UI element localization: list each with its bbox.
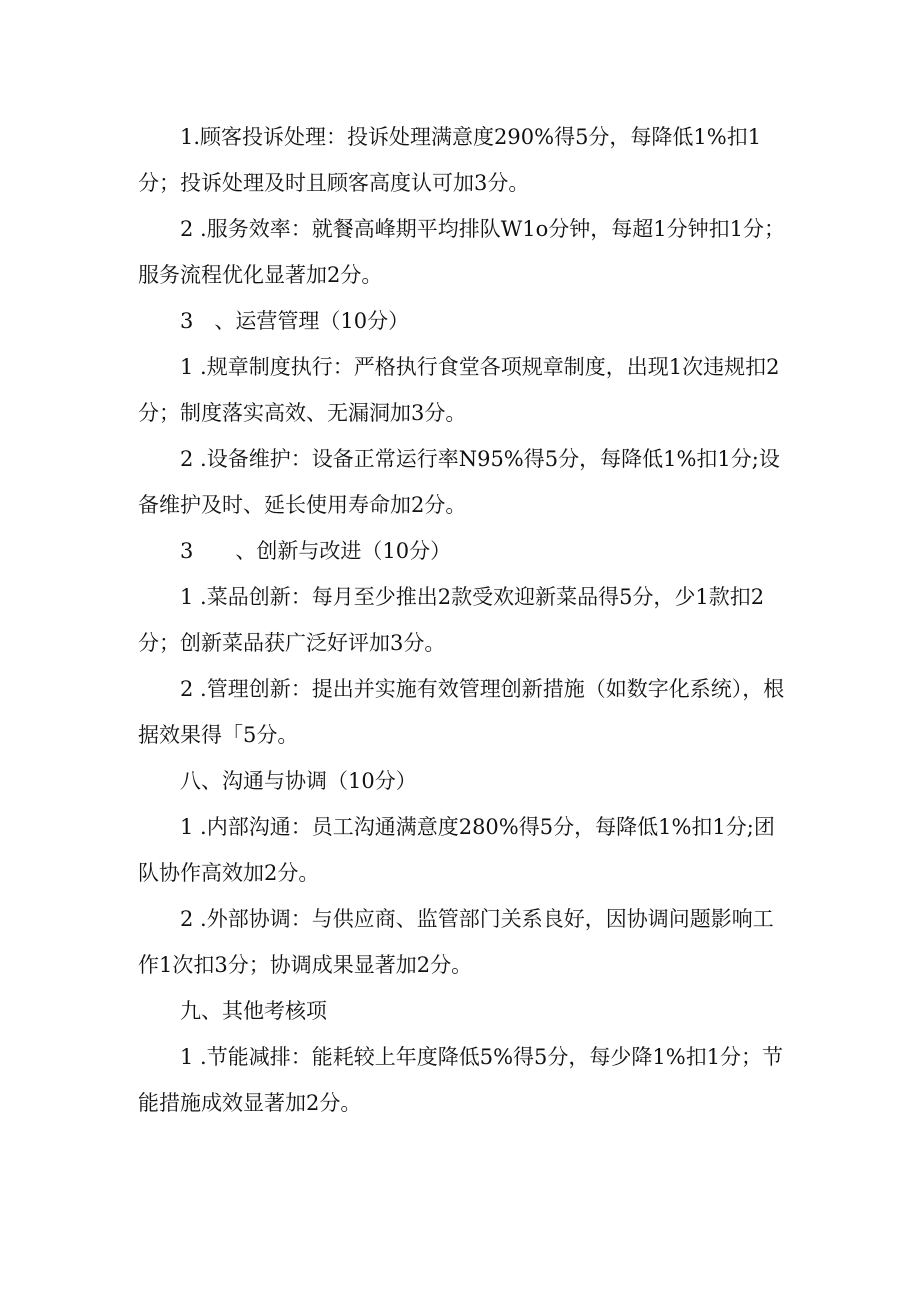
section-heading-innovation: 3 、创新与改进（10分） xyxy=(180,539,452,563)
paragraph-rules-execution: 1 .规章制度执行：严格执行食堂各项规章制度，出现1次违规扣2分；制度落实高效、无漏洞加3分。 xyxy=(138,355,780,425)
section-heading-operations: 3 、运营管理（10分） xyxy=(180,309,410,333)
paragraph-internal-communication: 1 .内部沟通：员工沟通满意度280%得5分，每降低1%扣1分;团队协作高效加2分。 xyxy=(138,815,775,885)
paragraph-energy-saving: 1 .节能减排：能耗较上年度降低5%得5分，每少降1%扣1分；节能措施成效显著加2分。 xyxy=(138,1045,784,1115)
paragraph-management-innovation: 2 .管理创新：提出并实施有效管理创新措施（如数字化系统），根据效果得「5分。 xyxy=(138,677,785,747)
paragraph-dish-innovation: 1 .菜品创新：每月至少推出2款受欢迎新菜品得5分，少1款扣2分；创新菜品获广泛好评加3分。 xyxy=(138,585,765,655)
paragraph-complaint-handling: 1.顾客投诉处理：投诉处理满意度290%得5分，每降低1%扣1分；投诉处理及时且顾客高度认可加3分。 xyxy=(138,125,762,195)
section-heading-communication: 八、沟通与协调（10分） xyxy=(180,769,417,793)
paragraph-external-coordination: 2 .外部协调：与供应商、监管部门关系良好，因协调问题影响工作1次扣3分；协调成果显著加2分。 xyxy=(138,907,774,977)
paragraph-equipment-maintenance: 2 .设备维护：设备正常运行率N95%得5分，每降低1%扣1分;设备维护及时、延长使用寿命加2分。 xyxy=(138,447,780,517)
paragraph-service-efficiency: 2 .服务效率：就餐高峰期平均排队W1o分钟，每超1分钟扣1分；服务流程优化显著加2分。 xyxy=(138,217,786,287)
section-heading-other: 九、其他考核项 xyxy=(180,999,327,1023)
document-body xyxy=(138,114,788,1126)
